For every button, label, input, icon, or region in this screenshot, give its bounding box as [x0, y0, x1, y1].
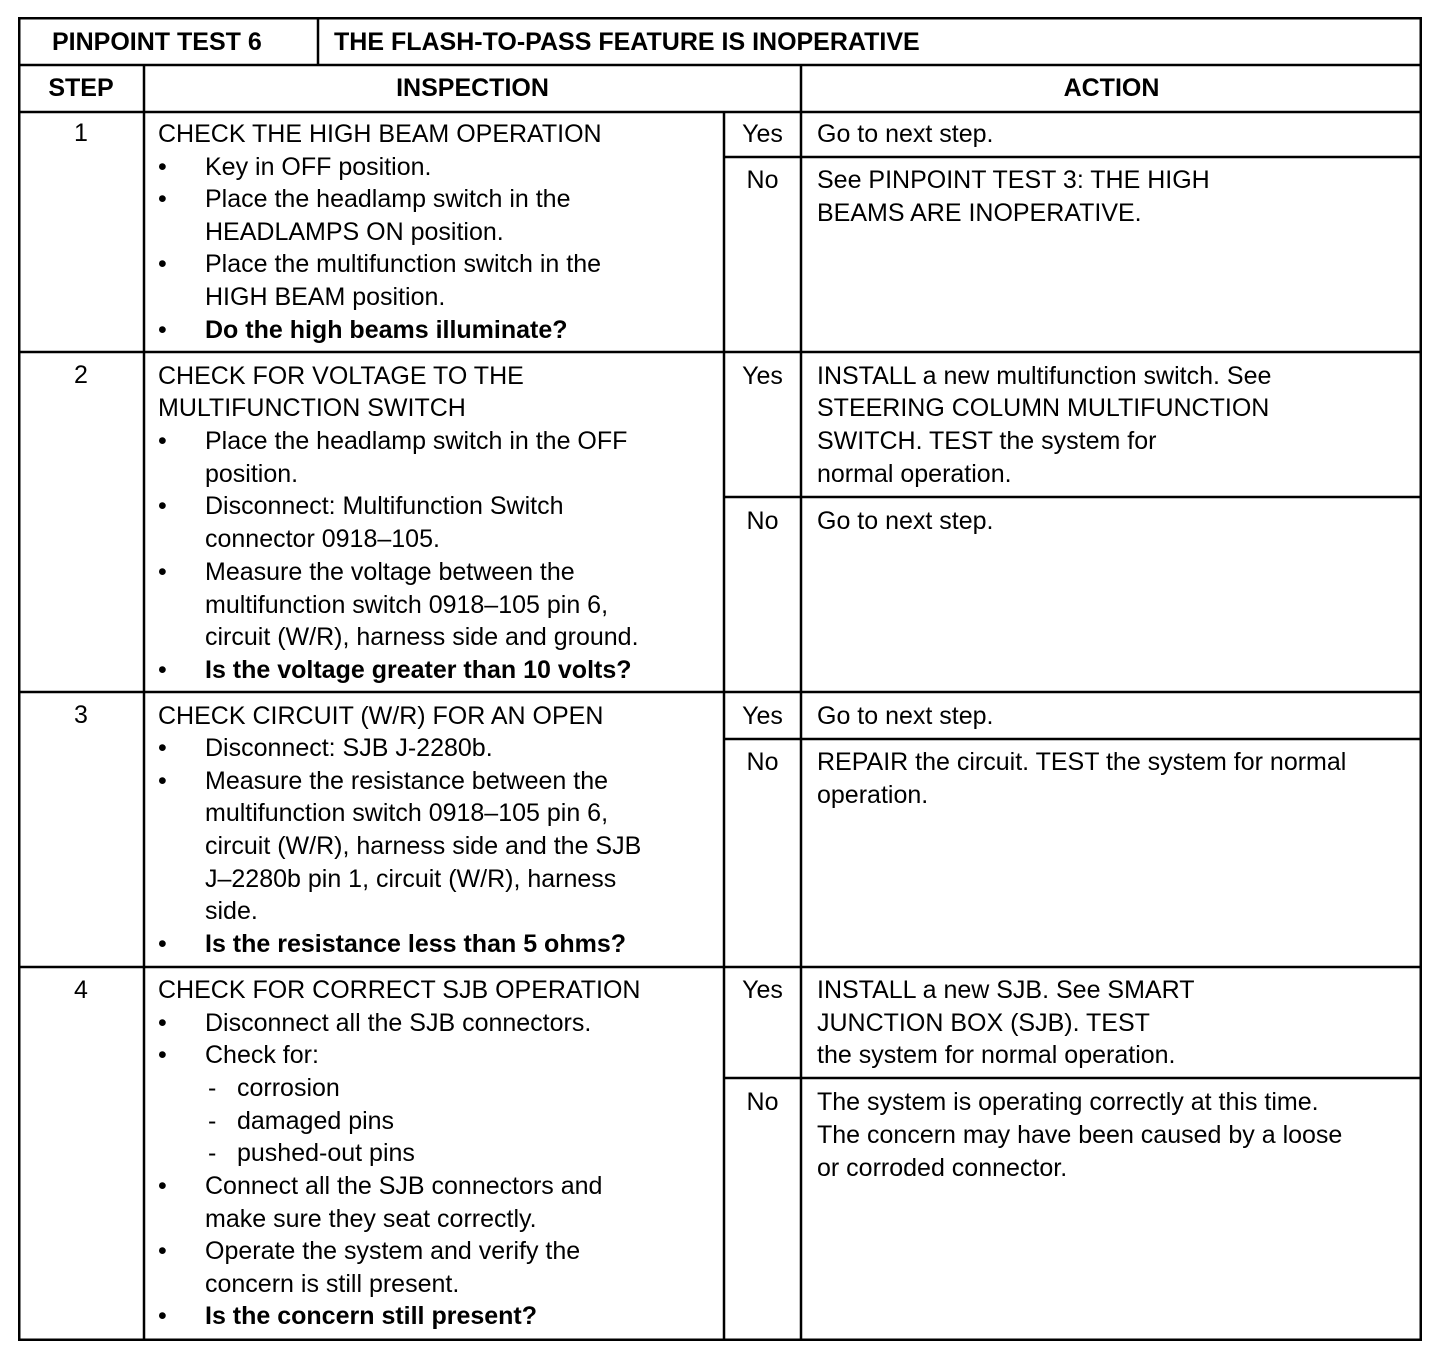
column-header-step: STEP [48, 74, 114, 102]
bullet-line: Key in OFF position. [205, 153, 432, 181]
yes-action-line: JUNCTION BOX (SJB). TEST [817, 1009, 1150, 1037]
sub-bullet-line: corrosion [237, 1074, 340, 1102]
bullet-marker: • [158, 492, 167, 520]
test-description: THE FLASH-TO-PASS FEATURE IS INOPERATIVE [334, 28, 920, 56]
bullet-line: multifunction switch 0918–105 pin 6, [205, 591, 609, 619]
sub-bullet-marker: - [208, 1107, 217, 1135]
column-header-inspection: INSPECTION [396, 74, 549, 102]
step-heading: CHECK FOR VOLTAGE TO THE [158, 362, 524, 390]
bullet-line: Disconnect all the SJB connectors. [205, 1009, 592, 1037]
bullet-line: circuit (W/R), harness side and ground. [205, 623, 639, 651]
yes-action-line: STEERING COLUMN MULTIFUNCTION [817, 394, 1270, 422]
no-label: No [746, 166, 779, 194]
bullet-line: HEADLAMPS ON position. [205, 218, 504, 246]
no-action-line: REPAIR the circuit. TEST the system for normal [817, 748, 1347, 776]
no-action-line: The concern may have been caused by a loose [817, 1121, 1343, 1149]
yes-label: Yes [742, 362, 783, 390]
bullet-line: circuit (W/R), harness side and the SJB [205, 832, 642, 860]
bullet-marker: • [158, 1172, 167, 1200]
bullet-marker: • [158, 558, 167, 586]
bullet-marker: • [158, 250, 167, 278]
sub-bullet-line: damaged pins [237, 1107, 395, 1135]
step-heading: CHECK CIRCUIT (W/R) FOR AN OPEN [158, 702, 604, 730]
bullet-marker: • [158, 734, 167, 762]
bullet-marker: • [158, 1041, 167, 1069]
bullet-marker: • [158, 930, 167, 958]
question-line: Is the voltage greater than 10 volts? [205, 656, 632, 684]
bullet-line: Disconnect: SJB J-2280b. [205, 734, 493, 762]
bullet-marker: • [158, 767, 167, 795]
step-heading: CHECK THE HIGH BEAM OPERATION [158, 120, 602, 148]
question-line: Is the resistance less than 5 ohms? [205, 930, 626, 958]
yes-action-line: Go to next step. [817, 702, 994, 730]
pinpoint-test-table [18, 17, 1422, 1341]
no-label: No [746, 507, 779, 535]
no-action-line: See PINPOINT TEST 3: THE HIGH [817, 166, 1210, 194]
no-action-line: Go to next step. [817, 507, 994, 535]
bullet-marker: • [158, 185, 167, 213]
sub-bullet-line: pushed-out pins [237, 1139, 415, 1167]
bullet-line: Measure the voltage between the [205, 558, 575, 586]
bullet-line: side. [205, 897, 258, 925]
bullet-line: make sure they seat correctly. [205, 1205, 537, 1233]
no-action-line: The system is operating correctly at this time. [817, 1088, 1319, 1116]
bullet-line: Measure the resistance between the [205, 767, 609, 795]
bullet-line: Disconnect: Multifunction Switch [205, 492, 564, 520]
column-header-action: ACTION [1063, 74, 1160, 102]
yes-label: Yes [742, 976, 783, 1004]
yes-action-line: the system for normal operation. [817, 1041, 1176, 1069]
yes-label: Yes [742, 120, 783, 148]
bullet-line: position. [205, 460, 299, 488]
yes-action-line: INSTALL a new SJB. See SMART [817, 976, 1195, 1004]
bullet-line: multifunction switch 0918–105 pin 6, [205, 799, 609, 827]
test-id: PINPOINT TEST 6 [52, 28, 262, 56]
step-number: 2 [74, 361, 88, 389]
bullet-marker: • [158, 316, 167, 344]
bullet-marker: • [158, 153, 167, 181]
question-line: Do the high beams illuminate? [205, 316, 568, 344]
no-label: No [746, 748, 779, 776]
step-number: 4 [74, 976, 88, 1004]
bullet-line: Connect all the SJB connectors and [205, 1172, 603, 1200]
yes-label: Yes [742, 702, 783, 730]
bullet-line: concern is still present. [205, 1270, 460, 1298]
step-heading: MULTIFUNCTION SWITCH [158, 394, 466, 422]
bullet-line: Operate the system and verify the [205, 1237, 581, 1265]
step-heading: CHECK FOR CORRECT SJB OPERATION [158, 976, 641, 1004]
question-line: Is the concern still present? [205, 1302, 538, 1330]
step-number: 3 [74, 701, 88, 729]
yes-action-line: INSTALL a new multifunction switch. See [817, 362, 1272, 390]
no-action-line: BEAMS ARE INOPERATIVE. [817, 199, 1142, 227]
bullet-marker: • [158, 1237, 167, 1265]
bullet-marker: • [158, 1009, 167, 1037]
bullet-line: J–2280b pin 1, circuit (W/R), harness [205, 865, 617, 893]
bullet-marker: • [158, 656, 167, 684]
bullet-marker: • [158, 427, 167, 455]
no-label: No [746, 1088, 779, 1116]
sub-bullet-marker: - [208, 1074, 217, 1102]
bullet-line: Place the multifunction switch in the [205, 250, 602, 278]
yes-action-line: SWITCH. TEST the system for [817, 427, 1157, 455]
no-action-line: operation. [817, 781, 929, 809]
bullet-line: Place the headlamp switch in the OFF [205, 427, 628, 455]
bullet-line: Place the headlamp switch in the [205, 185, 571, 213]
bullet-line: HIGH BEAM position. [205, 283, 446, 311]
bullet-line: Check for: [205, 1041, 319, 1069]
yes-action-line: Go to next step. [817, 120, 994, 148]
bullet-marker: • [158, 1302, 167, 1330]
yes-action-line: normal operation. [817, 460, 1012, 488]
step-number: 1 [74, 119, 88, 147]
sub-bullet-marker: - [208, 1139, 217, 1167]
bullet-line: connector 0918–105. [205, 525, 440, 553]
no-action-line: or corroded connector. [817, 1154, 1068, 1182]
